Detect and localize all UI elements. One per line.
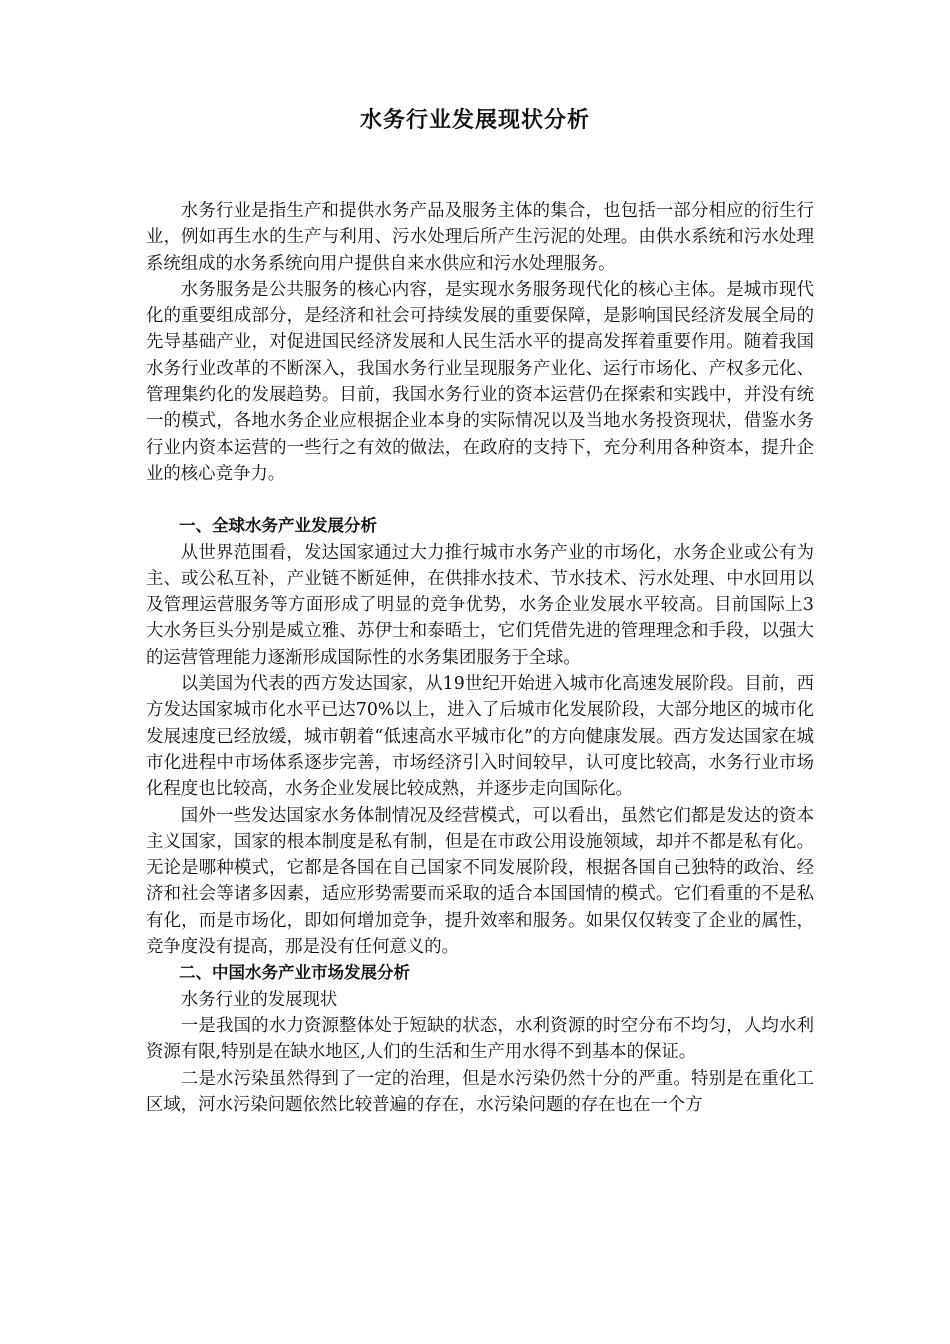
- intro-paragraph-1: 水务行业是指生产和提供水务产品及服务主体的集合，也包括一部分相应的衍生行业，例如再生水的生产与利用、污水处理后所产生污泥的处理。由供水系统和污水处理系统组成的水务系统向用户提供自来水供应和污水处理服务。: [146, 201, 814, 274]
- section-spacer: [146, 487, 814, 513]
- section-1-paragraph-3: 国外一些发达国家水务体制情况及经营模式，可以看出，虽然它们都是发达的资本主义国家，国家的根本制度是私有制，但是在市政公用设施领域，却并不都是私有化。无论是哪种模式，它都是各国在自己国家不同发展阶段，根据各国自己独特的政治、经济和社会等诸多因素，适应形势需要而采取的适合本国国情的模式。它们看重的不是私有化，而是市场化，即如何增加竞争，提升效率和服务。如果仅仅转变了企业的属性，竞争度没有提高，那是没有任何意义的。: [146, 805, 814, 958]
- section-2-heading: 二、中国水务产业市场发展分析: [179, 963, 410, 983]
- section-2-subheading: 水务行业的发展现状: [180, 989, 338, 1010]
- document-title: 水务行业发展现状分析: [359, 108, 590, 133]
- intro-paragraph-2: 水务服务是公共服务的核心内容，是实现水务服务现代化的核心主体。是城市现代化的重要组成部分，是经济和社会可持续发展的重要保障，是影响国民经济发展全局的先导基础产业，对促进国民经济发展和人民生活水平的提高发挥着重要作用。随着我国水务行业改革的不断深入，我国水务行业呈现服务产业化、运行市场化、产权多元化、管理集约化的发展趋势。目前，我国水务行业的资本运营仍在探索和实践中，并没有统一的模式，各地水务企业应根据企业本身的实际情况以及当地水务投资现状，借鉴水务行业内资本运营的一些行之有效的做法，在政府的支持下，充分利用各种资本，提升企业的核心竞争力。: [146, 279, 814, 484]
- section-1-paragraph-1: 从世界范围看，发达国家通过大力推行城市水务产业的市场化，水务企业或公有为主、或公私互补，产业链不断延伸，在供排水技术、节水技术、污水处理、中水回用以及管理运营服务等方面形成了明显的竞争优势，水务企业发展水平较高。目前国际上3大水务巨头分别是威立雅、苏伊士和泰晤士，它们凭借先进的管理理念和手段，以强大的运营管理能力逐渐形成国际性的水务集团服务于全球。: [146, 542, 814, 668]
- section-1-heading: 一、全球水务产业发展分析: [179, 516, 377, 536]
- section-1-paragraph-2: 以美国为代表的西方发达国家，从19世纪开始进入城市化高速发展阶段。目前，西方发达国家城市化水平已达70%以上，进入了后城市化发展阶段，大部分地区的城市化发展速度已经放缓，城市朝着“低速高水平城市化”的方向健康发展。西方发达国家在城市化进程中市场体系逐步完善，市场经济引入时间较早，认可度比较高，水务行业市场化程度也比较高，水务企业发展比较成熟，并逐步走向国际化。: [146, 674, 814, 800]
- section-2-paragraph-1: 一是我国的水力资源整体处于短缺的状态，水利资源的时空分布不均匀，人均水利资源有限,特别是在缺水地区,人们的生活和生产用水得不到基本的保证。: [146, 1015, 814, 1063]
- section-2-paragraph-2: 二是水污染虽然得到了一定的治理，但是水污染仍然十分的严重。特别是在重化工区域，河水污染问题依然比较普遍的存在，水污染问题的存在也在一个方: [146, 1068, 814, 1115]
- document-body: [146, 198, 814, 1118]
